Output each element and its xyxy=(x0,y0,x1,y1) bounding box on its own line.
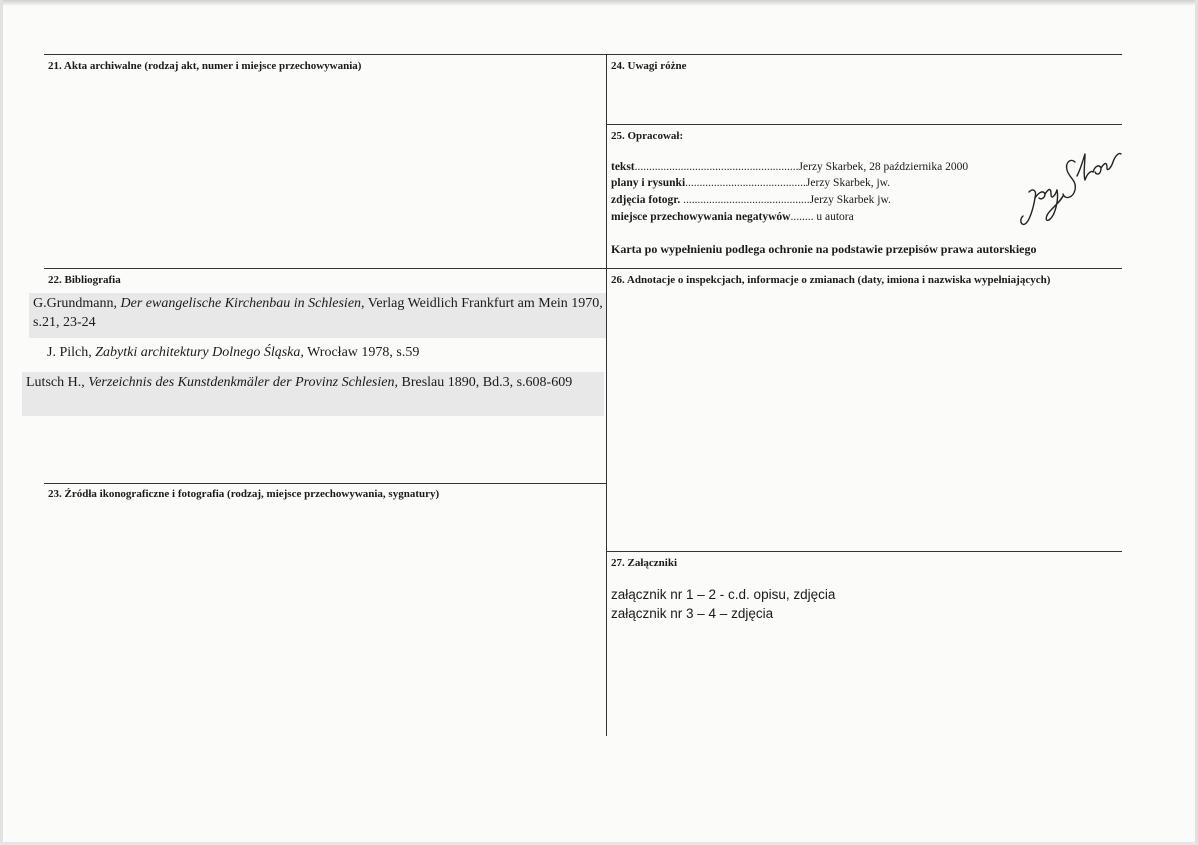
attachment-item-1: załącznik nr 1 – 2 - c.d. opisu, zdjęcia xyxy=(611,587,836,602)
section-26-label: 26. Adnotacje o inspekcjach, informacje o zmianach (daty, imiona i nazwiska wypełniających) xyxy=(611,274,1051,286)
bib-author: G.Grundmann, xyxy=(33,296,121,311)
rule-top xyxy=(44,54,1122,55)
attachment-item-2: załącznik nr 3 – 4 – zdjęcia xyxy=(611,606,774,621)
copyright-notice: Karta po wypełnieniu podlega ochronie na podstawie przepisów prawa autorskiego xyxy=(611,242,1037,256)
opracowal-row-negatywy xyxy=(611,211,854,223)
scan-edge-left xyxy=(0,0,3,845)
opracowal-key: miejsce przechowywania negatywów xyxy=(611,211,791,223)
bib-title: Verzeichnis des Kunstdenkmäler der Provinz Schlesien, xyxy=(88,375,398,390)
rule-24-25 xyxy=(606,124,1122,125)
rule-21-22 xyxy=(44,268,1122,269)
opracowal-key: zdjęcia fotogr. xyxy=(611,194,681,206)
bib-rest: Verlag Weidlich Frankfurt am Mein 1970, s.21, 23-24 xyxy=(33,296,603,330)
section-22-label: 22. Bibliografia xyxy=(48,274,121,286)
scan-edge-top xyxy=(0,0,1198,6)
bibliography-entry-1 xyxy=(29,293,606,338)
bib-title: Der ewangelische Kirchenbau in Schlesien, xyxy=(120,296,365,311)
section-23-label: 23. Źródła ikonograficzne i fotografia (rodzaj, miejsce przechowywania, sygnatury) xyxy=(48,488,440,500)
rule-center xyxy=(606,54,607,736)
opracowal-value: Jerzy Skarbek, 28 października 2000 xyxy=(798,161,969,173)
section-25-label: 25. Opracował: xyxy=(611,130,684,142)
opracowal-dots: ........ xyxy=(790,211,814,223)
bibliography-entry-3 xyxy=(22,372,604,416)
section-24-label: 24. Uwagi różne xyxy=(611,60,687,72)
bib-author: Lutsch H., xyxy=(26,375,89,390)
bib-rest: Wrocław 1978, s.59 xyxy=(303,345,420,360)
rule-26-27 xyxy=(606,551,1122,552)
handwritten-signature xyxy=(1015,140,1125,230)
opracowal-key: plany i rysunki xyxy=(611,177,686,189)
bib-author: J. Pilch, xyxy=(47,345,96,360)
opracowal-dots: .......................................... xyxy=(685,177,806,189)
opracowal-value: u autora xyxy=(813,211,854,223)
bibliography-entry-2 xyxy=(47,343,587,362)
bib-rest: Breslau 1890, Bd.3, s.608-609 xyxy=(397,375,573,390)
opracowal-dots: ............................................ xyxy=(680,194,810,206)
section-21-label: 21. Akta archiwalne (rodzaj akt, numer i miejsce przechowywania) xyxy=(48,60,362,72)
opracowal-row-tekst xyxy=(611,161,968,173)
bib-title: Zabytki architektury Dolnego Śląska, xyxy=(95,345,304,360)
section-27-label: 27. Załączniki xyxy=(611,557,678,569)
opracowal-key: tekst xyxy=(611,161,635,173)
opracowal-value: Jerzy Skarbek, jw. xyxy=(805,177,891,189)
opracowal-dots: ......................................................... xyxy=(634,161,799,173)
opracowal-row-plany xyxy=(611,177,890,189)
opracowal-value: Jerzy Skarbek jw. xyxy=(809,194,891,206)
opracowal-row-zdjecia xyxy=(611,194,891,206)
rule-22-23 xyxy=(44,483,606,484)
